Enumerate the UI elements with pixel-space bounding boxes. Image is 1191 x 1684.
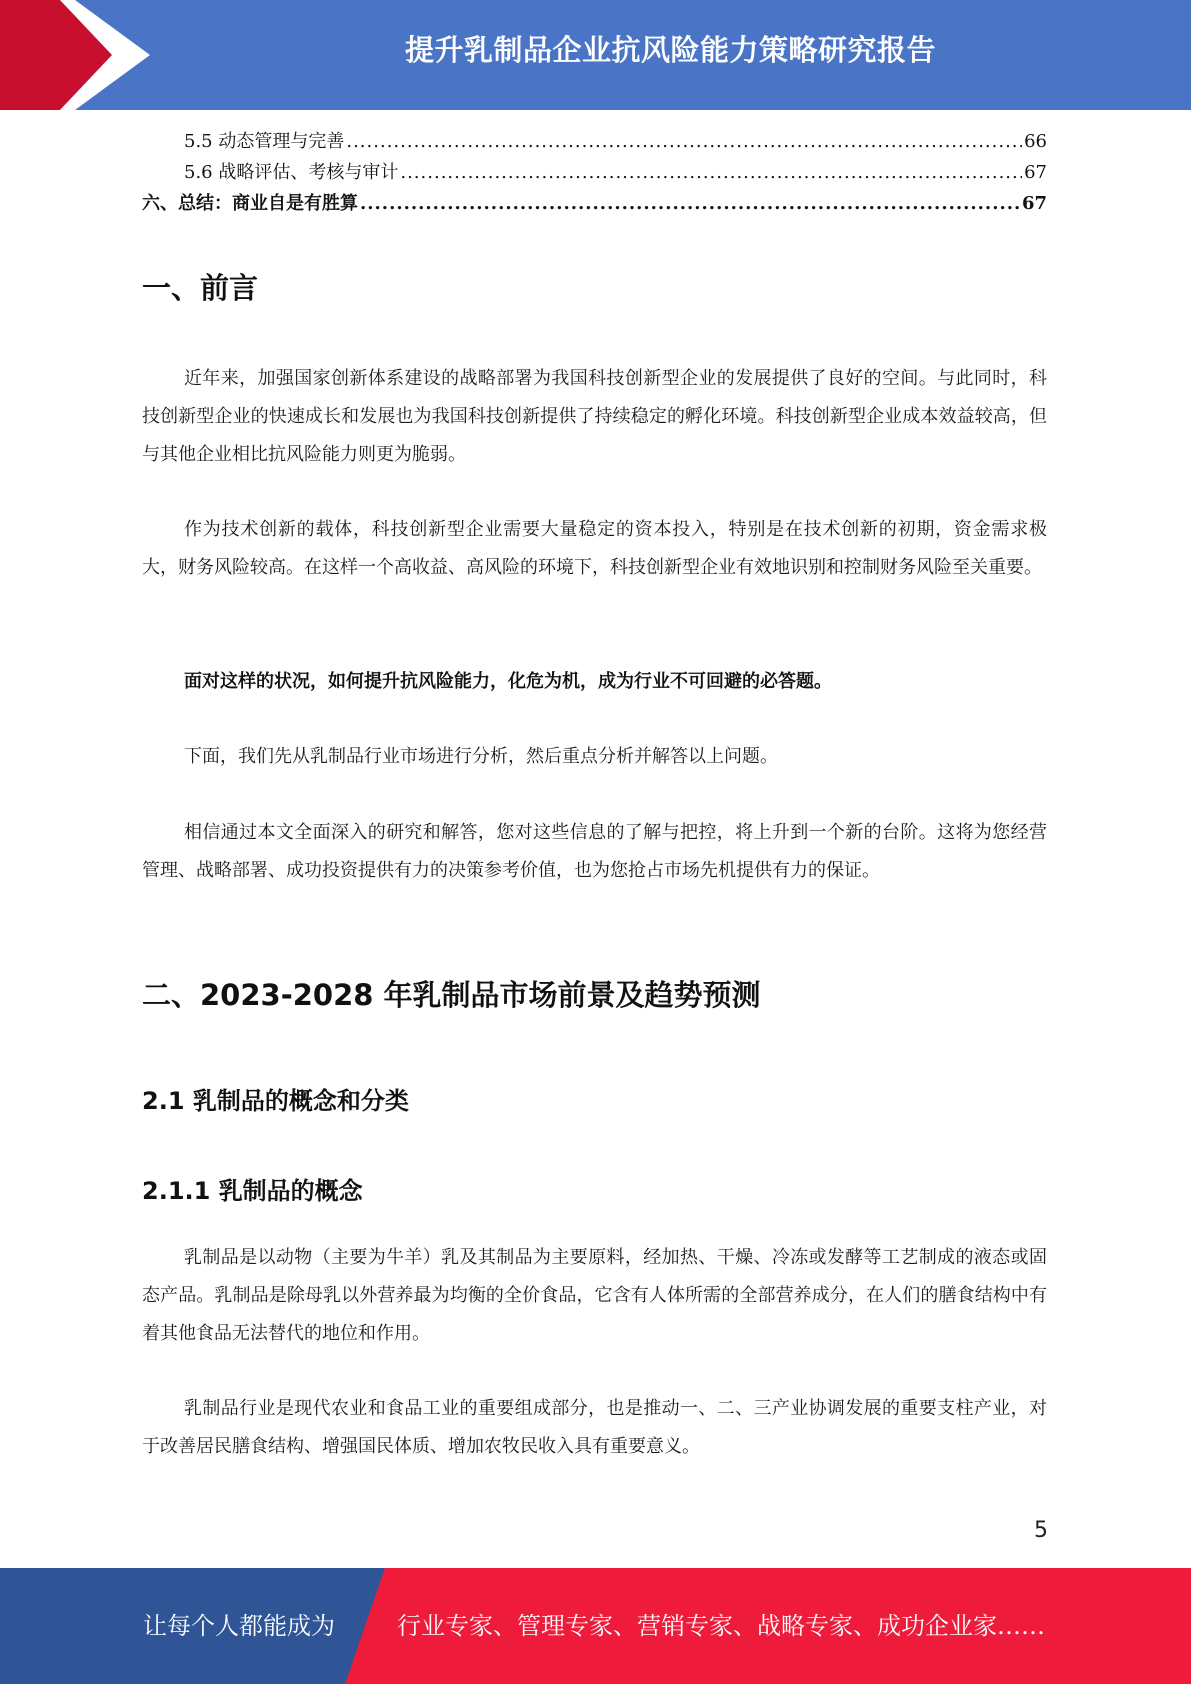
footer-banner [0,1568,1191,1684]
report-title: 提升乳制品企业抗风险能力策略研究报告 [404,33,936,67]
subsection-heading: 2.1.1 乳制品的概念 [142,1177,363,1205]
toc-entry[interactable] [142,188,1047,219]
header-red-chevron [0,0,150,110]
paragraph-emphasis: 面对这样的状况，如何提升抗风险能力，化危为机，成为行业不可回避的必答题。 [184,671,832,692]
paragraph: 乳制品是以动物（主要为牛羊）乳及其制品为主要原料，经加热、干燥、冷冻或发酵等工艺制成的液态或固态产品。乳制品是除母乳以外营养最为均衡的全价食品，它含有人体所需的全部营养成分，在人们的膳食结构中有着其他食品无法替代的地位和作用。 [142,1247,1047,1344]
toc-entry[interactable] [142,126,1047,157]
paragraph: 相信通过本文全面深入的研究和解答，您对这些信息的了解与把控，将上升到一个新的台阶。这将为您经营管理、战略部署、成功投资提供有力的决策参考价值，也为您抢占市场先机提供有力的保证。 [142,822,1047,881]
header-banner [0,0,1191,110]
toc-leader-dots [360,188,1020,219]
subsection-heading: 2.1 乳制品的概念和分类 [142,1087,409,1115]
footer-slogan-right: 行业专家、管理专家、营销专家、战略专家、成功企业家…… [397,1612,1045,1640]
section-heading-market-outlook: 二、2023-2028 年乳制品市场前景及趋势预测 [142,978,761,1012]
paragraph: 作为技术创新的载体，科技创新型企业需要大量稳定的资本投入，特别是在技术创新的初期，资金需求极大，财务风险较高。在这样一个高收益、高风险的环境下，科技创新型企业有效地识别和控制财务风险至关重要。 [142,519,1047,578]
toc-leader-dots [400,157,1022,188]
toc-entry-label: 5.6 战略评估、考核与审计 [184,162,399,183]
toc-entry-label: 六、总结：商业自是有胜算 [142,193,358,214]
toc-entry[interactable] [142,157,1047,188]
footer-slogan-left: 让每个人都能成为 [143,1612,335,1640]
paragraph: 近年来，加强国家创新体系建设的战略部署为我国科技创新型企业的发展提供了良好的空间。与此同时，科技创新型企业的快速成长和发展也为我国科技创新提供了持续稳定的孵化环境。科技创新型企业成本效益较高，但与其他企业相比抗风险能力则更为脆弱。 [142,368,1047,465]
toc-entry-page: 67 [1024,162,1047,183]
toc-entry-page: 66 [1024,131,1047,152]
paragraph: 乳制品行业是现代农业和食品工业的重要组成部分，也是推动一、二、三产业协调发展的重要支柱产业，对于改善居民膳食结构、增强国民体质、增加农牧民收入具有重要意义。 [142,1398,1047,1457]
toc-entry-page: 67 [1021,193,1047,214]
toc-entry-label: 5.5 动态管理与完善 [184,131,345,152]
section-heading-preface: 一、前言 [142,271,259,305]
toc-leader-dots [346,126,1022,157]
page-number: 5 [1034,1518,1048,1543]
table-of-contents [142,126,1047,219]
paragraph: 下面，我们先从乳制品行业市场进行分析，然后重点分析并解答以上问题。 [184,746,778,767]
